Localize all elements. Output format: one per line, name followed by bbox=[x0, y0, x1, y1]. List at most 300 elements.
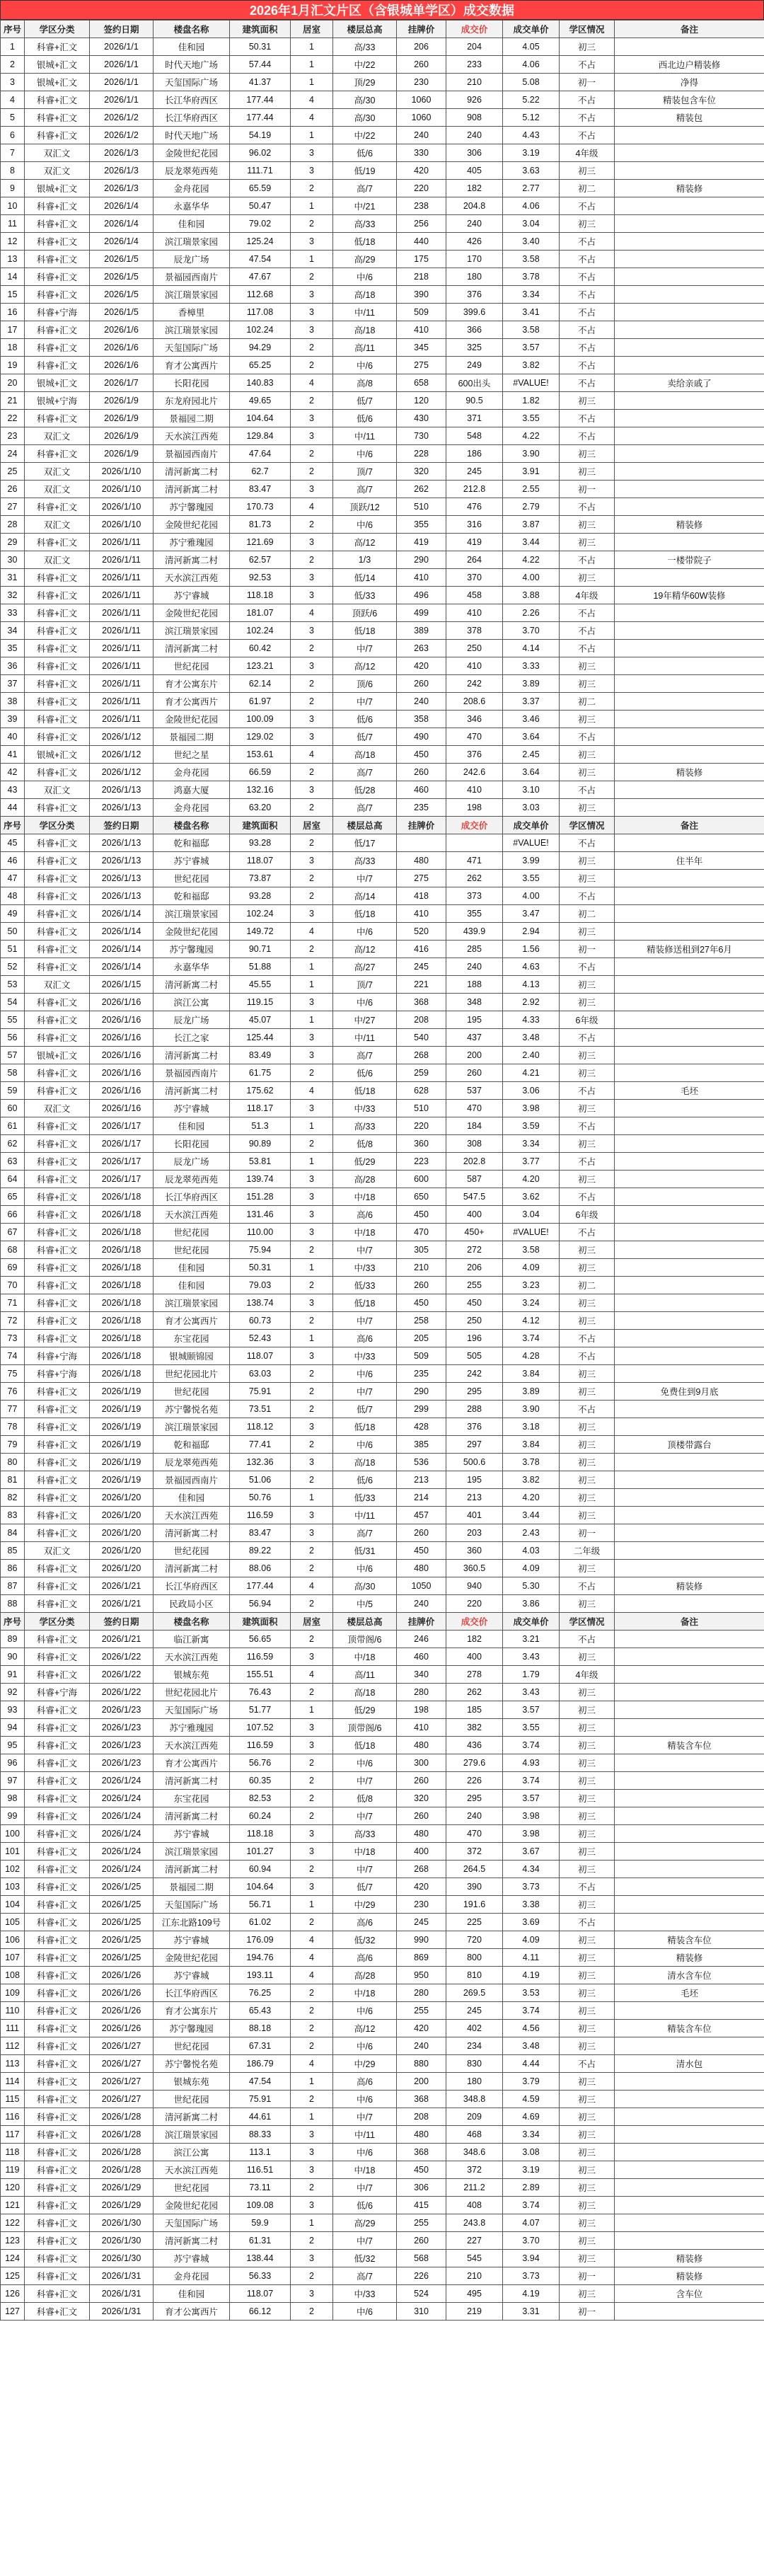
cell-unit-price: 3.48 bbox=[503, 1029, 560, 1047]
cell-unit-price: 3.44 bbox=[503, 534, 560, 551]
cell-list-price: 418 bbox=[397, 887, 446, 905]
cell-estate-name: 金陵世纪花园 bbox=[154, 604, 230, 622]
cell-area: 117.08 bbox=[230, 304, 291, 321]
cell-estate-name: 金陵世纪花园 bbox=[154, 711, 230, 728]
cell-estate-name: 育才公寓西片 bbox=[154, 357, 230, 374]
cell-floor: 中/6 bbox=[333, 516, 397, 534]
table-row bbox=[1, 994, 764, 1011]
cell-school-district: 科睿+宁海 bbox=[25, 1684, 90, 1701]
cell-school-district: 科睿+汇文 bbox=[25, 1471, 90, 1489]
table-header-row bbox=[1, 817, 764, 834]
cell-deal-price: 306 bbox=[446, 144, 503, 162]
cell-row-no: 63 bbox=[1, 1153, 25, 1171]
cell-list-price: 390 bbox=[397, 286, 446, 304]
cell-sign-date: 2026/1/11 bbox=[90, 604, 154, 622]
cell-estate-name: 天玺国际广场 bbox=[154, 1896, 230, 1914]
cell-list-price: 480 bbox=[397, 1737, 446, 1754]
cell-remark bbox=[615, 304, 764, 321]
cell-district-status: 初三 bbox=[560, 1100, 615, 1117]
cell-list-price: 223 bbox=[397, 1153, 446, 1171]
cell-district-status: 初一 bbox=[560, 1524, 615, 1542]
cell-list-price: 628 bbox=[397, 1082, 446, 1100]
cell-deal-price: 250 bbox=[446, 1312, 503, 1330]
cell-rooms: 3 bbox=[291, 1294, 333, 1312]
cell-area: 60.24 bbox=[230, 1807, 291, 1825]
cell-estate-name: 辰龙翠苑西苑 bbox=[154, 1454, 230, 1471]
cell-unit-price: 3.41 bbox=[503, 304, 560, 321]
cell-district-status: 初三 bbox=[560, 1383, 615, 1401]
cell-estate-name: 银城颐锦园 bbox=[154, 1347, 230, 1365]
table-row bbox=[1, 374, 764, 392]
cell-unit-price: 4.33 bbox=[503, 1011, 560, 1029]
cell-row-no: 78 bbox=[1, 1418, 25, 1436]
cell-row-no: 121 bbox=[1, 2197, 25, 2214]
cell-remark bbox=[615, 1648, 764, 1666]
table-row bbox=[1, 109, 764, 127]
cell-district-status: 初三 bbox=[560, 764, 615, 781]
cell-list-price: 510 bbox=[397, 1100, 446, 1117]
cell-estate-name: 天水滨江西苑 bbox=[154, 1648, 230, 1666]
header-school-district: 学区分类 bbox=[25, 817, 90, 834]
cell-rooms: 3 bbox=[291, 2197, 333, 2214]
cell-estate-name: 苏宁馨悦名苑 bbox=[154, 2055, 230, 2073]
cell-school-district: 科睿+汇文 bbox=[25, 1666, 90, 1684]
cell-row-no: 97 bbox=[1, 1772, 25, 1790]
cell-area: 47.54 bbox=[230, 251, 291, 268]
cell-rooms: 2 bbox=[291, 1914, 333, 1931]
cell-area: 129.84 bbox=[230, 427, 291, 445]
cell-list-price: 300 bbox=[397, 1754, 446, 1772]
cell-area: 101.27 bbox=[230, 1843, 291, 1861]
cell-rooms: 3 bbox=[291, 2144, 333, 2161]
cell-remark bbox=[615, 1843, 764, 1861]
cell-sign-date: 2026/1/17 bbox=[90, 1117, 154, 1135]
cell-school-district: 科睿+汇文 bbox=[25, 1082, 90, 1100]
cell-sign-date: 2026/1/24 bbox=[90, 1772, 154, 1790]
cell-list-price: 520 bbox=[397, 923, 446, 941]
table-row bbox=[1, 551, 764, 569]
cell-rooms: 2 bbox=[291, 180, 333, 197]
cell-remark bbox=[615, 1224, 764, 1241]
cell-floor: 中/11 bbox=[333, 304, 397, 321]
cell-school-district: 科睿+汇文 bbox=[25, 1719, 90, 1737]
cell-remark: 精装含车位 bbox=[615, 1737, 764, 1754]
cell-list-price: 410 bbox=[397, 321, 446, 339]
cell-remark bbox=[615, 1754, 764, 1772]
cell-rooms: 4 bbox=[291, 498, 333, 516]
cell-deal-price: 278 bbox=[446, 1666, 503, 1684]
cell-list-price: 226 bbox=[397, 2267, 446, 2285]
cell-floor: 高/18 bbox=[333, 1454, 397, 1471]
table-row bbox=[1, 675, 764, 693]
cell-row-no: 5 bbox=[1, 109, 25, 127]
cell-rooms: 3 bbox=[291, 1171, 333, 1188]
cell-sign-date: 2026/1/1 bbox=[90, 74, 154, 91]
cell-deal-price: 288 bbox=[446, 1401, 503, 1418]
cell-area: 57.44 bbox=[230, 56, 291, 74]
header-floor: 楼层总高 bbox=[333, 21, 397, 38]
cell-row-no: 81 bbox=[1, 1471, 25, 1489]
cell-sign-date: 2026/1/3 bbox=[90, 162, 154, 180]
cell-estate-name: 滨江瑞景家园 bbox=[154, 286, 230, 304]
cell-floor: 中/7 bbox=[333, 870, 397, 887]
cell-sign-date: 2026/1/16 bbox=[90, 1100, 154, 1117]
cell-row-no: 126 bbox=[1, 2285, 25, 2303]
table-row bbox=[1, 1029, 764, 1047]
cell-row-no: 93 bbox=[1, 1701, 25, 1719]
cell-deal-price: 545 bbox=[446, 2250, 503, 2267]
cell-list-price: 340 bbox=[397, 1666, 446, 1684]
table-row bbox=[1, 180, 764, 197]
table-row bbox=[1, 2250, 764, 2267]
cell-list-price: 416 bbox=[397, 941, 446, 958]
cell-estate-name: 滨江瑞景家园 bbox=[154, 1418, 230, 1436]
cell-sign-date: 2026/1/23 bbox=[90, 1754, 154, 1772]
table-row bbox=[1, 711, 764, 728]
cell-row-no: 114 bbox=[1, 2073, 25, 2091]
cell-estate-name: 长江华府西区 bbox=[154, 109, 230, 127]
cell-floor: 高/18 bbox=[333, 321, 397, 339]
cell-unit-price: 3.34 bbox=[503, 1135, 560, 1153]
cell-deal-price: 373 bbox=[446, 887, 503, 905]
cell-sign-date: 2026/1/19 bbox=[90, 1436, 154, 1454]
cell-remark: 精装修 bbox=[615, 180, 764, 197]
cell-estate-name: 清河新寓二村 bbox=[154, 1524, 230, 1542]
cell-row-no: 101 bbox=[1, 1843, 25, 1861]
cell-area: 138.44 bbox=[230, 2250, 291, 2267]
cell-school-district: 科睿+汇文 bbox=[25, 1896, 90, 1914]
cell-rooms: 2 bbox=[291, 1241, 333, 1259]
cell-sign-date: 2026/1/27 bbox=[90, 2055, 154, 2073]
cell-sign-date: 2026/1/13 bbox=[90, 887, 154, 905]
cell-floor: 低/18 bbox=[333, 1737, 397, 1754]
cell-list-price: 320 bbox=[397, 1790, 446, 1807]
cell-list-price: 210 bbox=[397, 1259, 446, 1277]
cell-estate-name: 乾和福邸 bbox=[154, 887, 230, 905]
cell-unit-price: 4.11 bbox=[503, 1949, 560, 1967]
cell-list-price: 238 bbox=[397, 197, 446, 215]
cell-floor: 顶/7 bbox=[333, 976, 397, 994]
cell-floor: 高/12 bbox=[333, 941, 397, 958]
cell-area: 79.03 bbox=[230, 1277, 291, 1294]
cell-estate-name: 时代天地广场 bbox=[154, 127, 230, 144]
cell-remark bbox=[615, 1454, 764, 1471]
cell-row-no: 31 bbox=[1, 569, 25, 587]
cell-school-district: 科睿+汇文 bbox=[25, 91, 90, 109]
cell-row-no: 46 bbox=[1, 852, 25, 870]
cell-list-price: 950 bbox=[397, 1967, 446, 1984]
table-row bbox=[1, 1471, 764, 1489]
cell-area: 53.81 bbox=[230, 1153, 291, 1171]
cell-unit-price: 3.84 bbox=[503, 1436, 560, 1454]
cell-remark bbox=[615, 1330, 764, 1347]
cell-estate-name: 景福园西南片 bbox=[154, 1471, 230, 1489]
table-row bbox=[1, 2037, 764, 2055]
cell-floor: 高/33 bbox=[333, 1825, 397, 1843]
cell-rooms: 4 bbox=[291, 923, 333, 941]
cell-district-status: 初三 bbox=[560, 1843, 615, 1861]
cell-floor: 低/7 bbox=[333, 728, 397, 746]
cell-rooms: 2 bbox=[291, 392, 333, 410]
cell-floor: 中/6 bbox=[333, 2002, 397, 2020]
cell-deal-price: 450 bbox=[446, 1294, 503, 1312]
cell-sign-date: 2026/1/18 bbox=[90, 1330, 154, 1347]
cell-district-status: 初一 bbox=[560, 74, 615, 91]
cell-floor: 低/7 bbox=[333, 392, 397, 410]
cell-rooms: 3 bbox=[291, 587, 333, 604]
cell-rooms: 3 bbox=[291, 1100, 333, 1117]
cell-area: 118.07 bbox=[230, 2285, 291, 2303]
cell-row-no: 108 bbox=[1, 1967, 25, 1984]
cell-row-no: 104 bbox=[1, 1896, 25, 1914]
cell-deal-price: 316 bbox=[446, 516, 503, 534]
cell-district-status: 初三 bbox=[560, 746, 615, 764]
cell-estate-name: 滨江瑞景家园 bbox=[154, 2126, 230, 2144]
cell-list-price: 430 bbox=[397, 410, 446, 427]
cell-unit-price: 3.86 bbox=[503, 1595, 560, 1613]
cell-estate-name: 育才公寓西片 bbox=[154, 693, 230, 711]
cell-area: 59.9 bbox=[230, 2214, 291, 2232]
cell-estate-name: 金陵世纪花园 bbox=[154, 1949, 230, 1967]
table-row bbox=[1, 56, 764, 74]
cell-estate-name: 长江华府西区 bbox=[154, 1188, 230, 1206]
header-estate-name: 楼盘名称 bbox=[154, 1613, 230, 1631]
cell-row-no: 19 bbox=[1, 357, 25, 374]
cell-estate-name: 清河新寓二村 bbox=[154, 481, 230, 498]
cell-estate-name: 清河新寓二村 bbox=[154, 1772, 230, 1790]
cell-deal-price: 830 bbox=[446, 2055, 503, 2073]
cell-deal-price bbox=[446, 834, 503, 852]
cell-area: 93.28 bbox=[230, 834, 291, 852]
cell-sign-date: 2026/1/6 bbox=[90, 339, 154, 357]
cell-estate-name: 苏宁睿城 bbox=[154, 852, 230, 870]
cell-rooms: 1 bbox=[291, 1489, 333, 1507]
cell-unit-price: 3.91 bbox=[503, 463, 560, 481]
cell-remark: 精装修 bbox=[615, 2250, 764, 2267]
cell-estate-name: 苏宁雅瑰园 bbox=[154, 1719, 230, 1737]
cell-district-status: 初三 bbox=[560, 923, 615, 941]
cell-estate-name: 景福园二期 bbox=[154, 410, 230, 427]
cell-unit-price: 4.09 bbox=[503, 1931, 560, 1949]
cell-estate-name: 天水滨江西苑 bbox=[154, 427, 230, 445]
cell-school-district: 科睿+宁海 bbox=[25, 1347, 90, 1365]
cell-remark: 住半年 bbox=[615, 852, 764, 870]
cell-floor: 高/12 bbox=[333, 534, 397, 551]
table-row bbox=[1, 2091, 764, 2108]
table-row bbox=[1, 2267, 764, 2285]
cell-rooms: 2 bbox=[291, 640, 333, 657]
cell-sign-date: 2026/1/2 bbox=[90, 127, 154, 144]
table-row bbox=[1, 268, 764, 286]
cell-estate-name: 长阳花园 bbox=[154, 1135, 230, 1153]
cell-rooms: 2 bbox=[291, 1560, 333, 1577]
cell-district-status: 初三 bbox=[560, 1507, 615, 1524]
cell-remark bbox=[615, 1790, 764, 1807]
cell-district-status: 不占 bbox=[560, 834, 615, 852]
header-list-price: 挂牌价 bbox=[397, 1613, 446, 1631]
cell-rooms: 4 bbox=[291, 1967, 333, 1984]
cell-district-status: 初三 bbox=[560, 1454, 615, 1471]
cell-district-status: 不占 bbox=[560, 233, 615, 251]
cell-remark bbox=[615, 1171, 764, 1188]
cell-deal-price: 285 bbox=[446, 941, 503, 958]
cell-unit-price: 3.98 bbox=[503, 1100, 560, 1117]
cell-remark bbox=[615, 1047, 764, 1064]
cell-deal-price: 470 bbox=[446, 1100, 503, 1117]
cell-floor: 高/6 bbox=[333, 1949, 397, 1967]
cell-list-price: 280 bbox=[397, 1684, 446, 1701]
cell-floor: 中/6 bbox=[333, 1436, 397, 1454]
cell-district-status: 初三 bbox=[560, 1171, 615, 1188]
cell-area: 177.44 bbox=[230, 109, 291, 127]
cell-row-no: 109 bbox=[1, 1984, 25, 2002]
cell-row-no: 51 bbox=[1, 941, 25, 958]
cell-list-price: 650 bbox=[397, 1188, 446, 1206]
cell-district-status: 初三 bbox=[560, 2285, 615, 2303]
cell-remark bbox=[615, 268, 764, 286]
cell-row-no: 75 bbox=[1, 1365, 25, 1383]
cell-district-status: 不占 bbox=[560, 197, 615, 215]
cell-row-no: 29 bbox=[1, 534, 25, 551]
cell-list-price: 420 bbox=[397, 162, 446, 180]
cell-sign-date: 2026/1/30 bbox=[90, 2214, 154, 2232]
table-row bbox=[1, 2285, 764, 2303]
cell-list-price: 410 bbox=[397, 569, 446, 587]
cell-sign-date: 2026/1/11 bbox=[90, 587, 154, 604]
cell-sign-date: 2026/1/26 bbox=[90, 2020, 154, 2037]
deal-table bbox=[0, 20, 764, 2321]
cell-estate-name: 佳和园 bbox=[154, 2285, 230, 2303]
cell-deal-price: 206 bbox=[446, 1259, 503, 1277]
cell-remark bbox=[615, 2002, 764, 2020]
cell-estate-name: 苏宁睿城 bbox=[154, 1100, 230, 1117]
cell-school-district: 科睿+汇文 bbox=[25, 1524, 90, 1542]
cell-estate-name: 长阳花园 bbox=[154, 374, 230, 392]
cell-school-district: 科睿+汇文 bbox=[25, 1489, 90, 1507]
header-deal-price: 成交价 bbox=[446, 817, 503, 834]
table-row bbox=[1, 2002, 764, 2020]
cell-remark: 精装修 bbox=[615, 1949, 764, 1967]
cell-list-price: 410 bbox=[397, 905, 446, 923]
cell-remark bbox=[615, 923, 764, 941]
cell-rooms: 2 bbox=[291, 870, 333, 887]
cell-deal-price: 90.5 bbox=[446, 392, 503, 410]
header-floor: 楼层总高 bbox=[333, 817, 397, 834]
cell-list-price: 320 bbox=[397, 463, 446, 481]
cell-district-status: 初三 bbox=[560, 569, 615, 587]
cell-unit-price: 4.13 bbox=[503, 976, 560, 994]
cell-district-status: 初三 bbox=[560, 445, 615, 463]
cell-remark bbox=[615, 1701, 764, 1719]
cell-row-no: 112 bbox=[1, 2037, 25, 2055]
cell-rooms: 2 bbox=[291, 2303, 333, 2321]
cell-floor: 高/27 bbox=[333, 958, 397, 976]
cell-floor: 低/18 bbox=[333, 1294, 397, 1312]
cell-unit-price: 2.26 bbox=[503, 604, 560, 622]
table-row bbox=[1, 2020, 764, 2037]
cell-floor: 低/32 bbox=[333, 2250, 397, 2267]
cell-floor: 中/6 bbox=[333, 1754, 397, 1772]
table-row bbox=[1, 852, 764, 870]
cell-school-district: 科睿+汇文 bbox=[25, 1648, 90, 1666]
cell-list-price: 536 bbox=[397, 1454, 446, 1471]
cell-rooms: 4 bbox=[291, 1082, 333, 1100]
table-row bbox=[1, 463, 764, 481]
cell-district-status: 不占 bbox=[560, 127, 615, 144]
cell-sign-date: 2026/1/13 bbox=[90, 852, 154, 870]
header-remark: 备注 bbox=[615, 1613, 764, 1631]
cell-floor: 低/33 bbox=[333, 1277, 397, 1294]
cell-unit-price: 3.04 bbox=[503, 1206, 560, 1224]
cell-deal-price: 346 bbox=[446, 711, 503, 728]
cell-row-no: 52 bbox=[1, 958, 25, 976]
cell-school-district: 科睿+汇文 bbox=[25, 1790, 90, 1807]
cell-district-status: 初三 bbox=[560, 2073, 615, 2091]
cell-deal-price: 600出头 bbox=[446, 374, 503, 392]
cell-unit-price: 3.58 bbox=[503, 321, 560, 339]
cell-area: 107.52 bbox=[230, 1719, 291, 1737]
cell-remark: 西北边户精装修 bbox=[615, 56, 764, 74]
cell-sign-date: 2026/1/23 bbox=[90, 1701, 154, 1719]
cell-area: 111.71 bbox=[230, 162, 291, 180]
cell-unit-price: 3.64 bbox=[503, 728, 560, 746]
cell-rooms: 1 bbox=[291, 74, 333, 91]
cell-estate-name: 金陵世纪花园 bbox=[154, 516, 230, 534]
cell-unit-price: 3.24 bbox=[503, 1294, 560, 1312]
cell-deal-price: 195 bbox=[446, 1471, 503, 1489]
cell-district-status: 不占 bbox=[560, 1347, 615, 1365]
cell-rooms: 4 bbox=[291, 746, 333, 764]
cell-floor: 中/33 bbox=[333, 1347, 397, 1365]
cell-sign-date: 2026/1/19 bbox=[90, 1401, 154, 1418]
cell-sign-date: 2026/1/7 bbox=[90, 374, 154, 392]
cell-estate-name: 苏宁雅瑰园 bbox=[154, 534, 230, 551]
cell-deal-price: 458 bbox=[446, 587, 503, 604]
cell-floor: 中/11 bbox=[333, 2126, 397, 2144]
cell-sign-date: 2026/1/12 bbox=[90, 728, 154, 746]
cell-list-price: 400 bbox=[397, 1843, 446, 1861]
header-rooms: 居室 bbox=[291, 817, 333, 834]
cell-estate-name: 佳和园 bbox=[154, 1259, 230, 1277]
cell-area: 61.97 bbox=[230, 693, 291, 711]
cell-deal-price: 402 bbox=[446, 2020, 503, 2037]
header-area: 建筑面积 bbox=[230, 1613, 291, 1631]
cell-area: 54.19 bbox=[230, 127, 291, 144]
cell-rooms: 2 bbox=[291, 1401, 333, 1418]
cell-sign-date: 2026/1/18 bbox=[90, 1188, 154, 1206]
cell-sign-date: 2026/1/18 bbox=[90, 1347, 154, 1365]
cell-rooms: 2 bbox=[291, 834, 333, 852]
table-row bbox=[1, 2303, 764, 2321]
cell-deal-price: 376 bbox=[446, 1418, 503, 1436]
cell-deal-price: 295 bbox=[446, 1790, 503, 1807]
cell-school-district: 科睿+汇文 bbox=[25, 215, 90, 233]
cell-unit-price: 4.07 bbox=[503, 2214, 560, 2232]
cell-district-status: 不占 bbox=[560, 1878, 615, 1896]
cell-area: 129.02 bbox=[230, 728, 291, 746]
table-row bbox=[1, 1047, 764, 1064]
cell-deal-price: 410 bbox=[446, 657, 503, 675]
cell-deal-price: 495 bbox=[446, 2285, 503, 2303]
table-row bbox=[1, 1064, 764, 1082]
table-row bbox=[1, 1011, 764, 1029]
cell-area: 113.1 bbox=[230, 2144, 291, 2161]
cell-district-status: 初三 bbox=[560, 852, 615, 870]
cell-remark bbox=[615, 2108, 764, 2126]
cell-floor: 中/18 bbox=[333, 1648, 397, 1666]
cell-sign-date: 2026/1/21 bbox=[90, 1595, 154, 1613]
cell-rooms: 1 bbox=[291, 1011, 333, 1029]
